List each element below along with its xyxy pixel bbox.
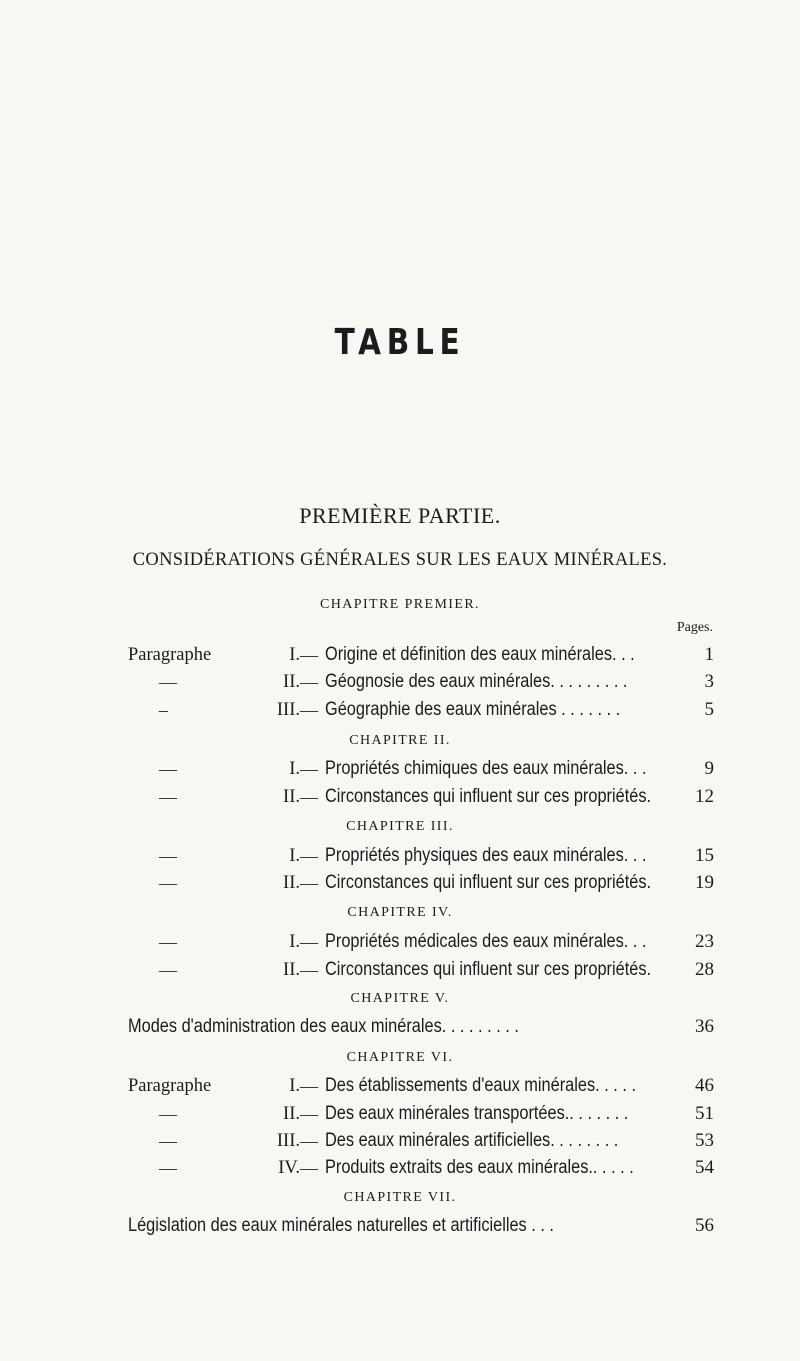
entry-page: 12 — [695, 786, 714, 807]
part-subtitle: CONSIDÉRATIONS GÉNÉRALES SUR LES EAUX MINÉRALES. — [132, 550, 668, 570]
part-title: PREMIÈRE PARTIE. — [299, 503, 501, 528]
entry-page: 1 — [704, 644, 714, 665]
entry-page: 5 — [704, 699, 714, 720]
entry-text: Circonstances qui influent sur ces propriétés. — [325, 872, 652, 893]
toc-entry — [0, 669, 800, 695]
entry-dash: — — [300, 759, 318, 779]
entry-roman: II. — [283, 672, 300, 692]
entry-text: Législation des eaux minérales naturelles et artificielles . . . — [128, 1215, 554, 1236]
entry-label: — — [159, 1158, 177, 1178]
entry-roman: I. — [289, 645, 300, 665]
entry-label: — — [159, 932, 177, 952]
entry-page: 28 — [695, 959, 714, 980]
entry-text: Géognosie des eaux minérales. . . . . . . . . — [325, 671, 628, 692]
entry-dash: — — [300, 700, 318, 720]
entry-label: — — [159, 1131, 177, 1151]
entry-label: Paragraphe — [128, 1076, 212, 1096]
entry-text: Circonstances qui influent sur ces propriétés. — [325, 959, 652, 980]
entry-page: 3 — [704, 671, 714, 692]
entry-dash: — — [300, 787, 318, 807]
entry-page: 9 — [704, 758, 714, 779]
entry-dash: — — [300, 1131, 318, 1151]
entry-label: — — [159, 787, 177, 807]
chapter-heading: CHAPITRE VII. — [343, 1190, 457, 1205]
entry-text: Des eaux minérales transportées.. . . . . . . — [325, 1103, 629, 1124]
entry-text: Des établissements d'eaux minérales. . . . . — [325, 1075, 636, 1096]
entry-roman: IV. — [278, 1158, 300, 1178]
toc-entry — [0, 756, 800, 782]
entry-text: Propriétés chimiques des eaux minérales. . . — [325, 758, 647, 779]
toc-entry — [0, 843, 800, 869]
entry-label: — — [159, 846, 177, 866]
toc-entry — [0, 1014, 800, 1040]
entry-text: Des eaux minérales artificielles. . . . . . . . — [325, 1130, 619, 1151]
toc-entry — [0, 1128, 800, 1154]
entry-dash: — — [300, 1076, 318, 1096]
toc-entry — [0, 1155, 800, 1181]
entry-text: Modes d'administration des eaux minérales. . . . . . . . . — [128, 1016, 519, 1037]
chapter-heading: CHAPITRE II. — [349, 733, 451, 748]
entry-dash: — — [300, 873, 318, 893]
entry-dash: — — [300, 846, 318, 866]
entry-page: 36 — [695, 1016, 714, 1037]
toc-entry — [0, 1073, 800, 1099]
toc-entry — [0, 870, 800, 896]
entry-roman: I. — [289, 1076, 300, 1096]
chapter-heading: CHAPITRE PREMIER. — [320, 597, 480, 612]
entry-dash: — — [300, 672, 318, 692]
entry-text: Circonstances qui influent sur ces propriétés. — [325, 786, 652, 807]
entry-dash: — — [300, 645, 318, 665]
chapter-heading: CHAPITRE VI. — [346, 1050, 454, 1065]
toc-entry — [0, 784, 800, 810]
chapter-heading: CHAPITRE V. — [350, 991, 450, 1006]
entry-dash: — — [300, 960, 318, 980]
entry-page: 19 — [695, 872, 714, 893]
entry-label: — — [159, 672, 177, 692]
entry-page: 54 — [695, 1157, 714, 1178]
entry-roman: II. — [283, 960, 300, 980]
entry-page: 15 — [695, 845, 714, 866]
entry-page: 51 — [695, 1103, 714, 1124]
toc-entry — [0, 1101, 800, 1127]
entry-dash: — — [300, 1104, 318, 1124]
toc-entry — [0, 929, 800, 955]
page-title: TABLE — [334, 322, 466, 363]
entry-roman: II. — [283, 873, 300, 893]
toc-entry — [0, 1213, 800, 1239]
entry-roman: II. — [283, 1104, 300, 1124]
entry-roman: I. — [289, 846, 300, 866]
toc-entry — [0, 697, 800, 723]
entry-label: — — [159, 873, 177, 893]
toc-entry — [0, 957, 800, 983]
entry-text: Propriétés physiques des eaux minérales. . . — [325, 845, 647, 866]
entry-roman: III. — [276, 1131, 300, 1151]
entry-roman: II. — [283, 787, 300, 807]
pages-column-label: Pages. — [676, 620, 713, 635]
entry-roman: III. — [276, 700, 300, 720]
entry-page: 53 — [695, 1130, 714, 1151]
entry-text: Produits extraits des eaux minérales.. . . . . — [325, 1157, 634, 1178]
chapter-heading: CHAPITRE III. — [346, 819, 454, 834]
entry-dash: — — [300, 1158, 318, 1178]
entry-page: 46 — [695, 1075, 714, 1096]
entry-label: Paragraphe — [128, 645, 212, 665]
entry-roman: I. — [289, 759, 300, 779]
entry-label: – — [159, 700, 168, 720]
entry-label: — — [159, 960, 177, 980]
entry-label: — — [159, 1104, 177, 1124]
toc-entry — [0, 642, 800, 668]
entry-page: 23 — [695, 931, 714, 952]
entry-text: Propriétés médicales des eaux minérales. . . — [325, 931, 647, 952]
entry-roman: I. — [289, 932, 300, 952]
chapter-heading: CHAPITRE IV. — [347, 905, 453, 920]
entry-label: — — [159, 759, 177, 779]
entry-text: Géographie des eaux minérales . . . . . . . — [325, 699, 621, 720]
entry-page: 56 — [695, 1215, 714, 1236]
entry-dash: — — [300, 932, 318, 952]
entry-text: Origine et définition des eaux minérales. . . — [325, 644, 635, 665]
